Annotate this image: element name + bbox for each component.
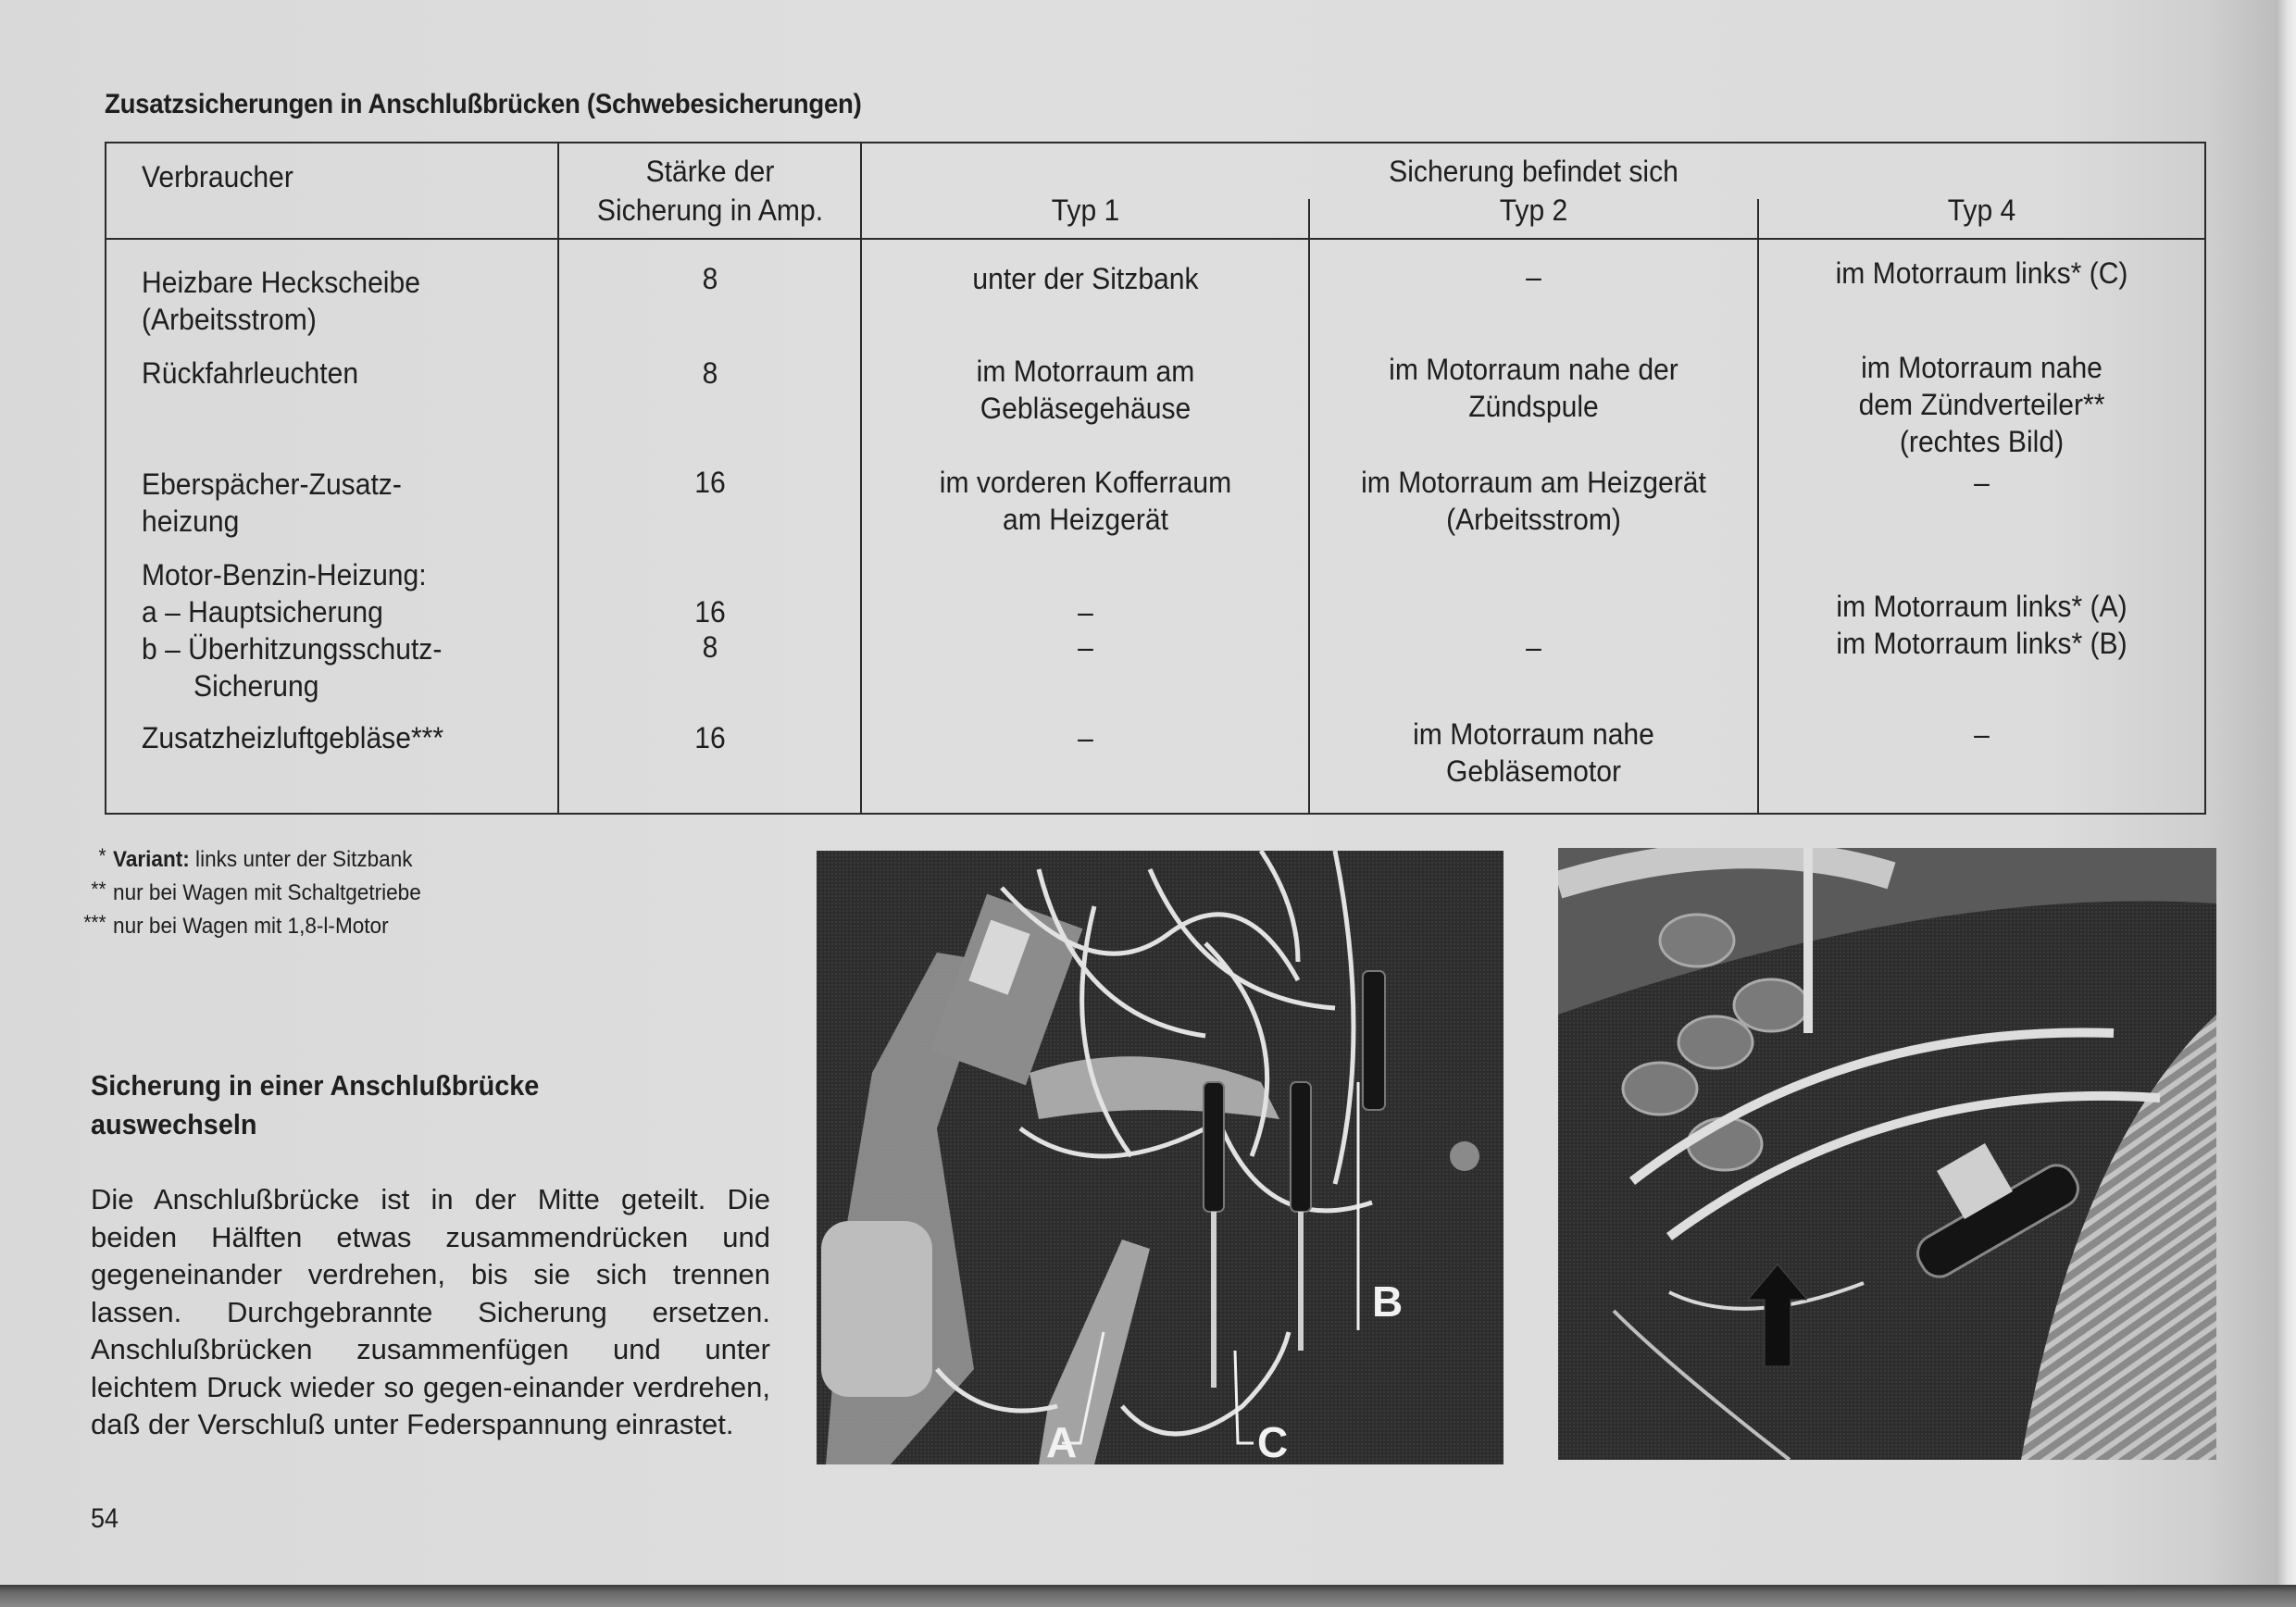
row-rueckfahr-typ2-2: Zündspule [1468, 390, 1599, 423]
header-typ2: Typ 2 [1499, 193, 1568, 227]
footnote-2-marker: ** [91, 878, 106, 901]
row-eberspaecher-amp: 16 [694, 466, 726, 499]
footnote-1-bold: Variant: [113, 847, 190, 872]
distributor-photo [1558, 848, 2216, 1460]
row-ueberhitzung-amp: 8 [702, 630, 718, 664]
footnote-2-text: nur bei Wagen mit Schaltgetriebe [113, 880, 421, 905]
row-eberspaecher-typ1-1: im vorderen Kofferraum [939, 466, 1232, 499]
arrow-up-icon [1748, 1264, 1807, 1366]
row-ueberhitzung-typ2: – [1526, 630, 1541, 664]
row-rueckfahr-typ4-3: (rechtes Bild) [1899, 425, 2065, 458]
col-divider-3 [1308, 199, 1310, 813]
row-rueckfahr-typ1-2: Gebläsegehäuse [980, 392, 1192, 425]
section-paragraph: Die Anschlußbrücke ist in der Mitte geteilt. Die beiden Hälften etwas zusammendrücken und gegeneinander verdrehen, bis sie sich trennen lassen. Durchgebrannte Sicherung ersetzen. Anschlußbrücken zusammenfügen und unter leichtem Druck wieder so gegen-einander verdrehen, daß der Verschluß unter Federspannung einrastet. [91, 1183, 770, 1440]
footnote-1-marker: * [98, 844, 106, 867]
row-rueckfahr-typ4-1: im Motorraum nahe [1861, 351, 2103, 384]
row-ueberhitzung-consumer-1: b – Überhitzungsschutz- [142, 632, 443, 666]
book-spine-shadow [2276, 0, 2296, 1585]
row-luftgeblaese-typ1: – [1078, 721, 1093, 754]
header-location-group: Sicherung befindet sich [1389, 155, 1678, 188]
section-heading-line1: Sicherung in einer Anschlußbrücke [91, 1069, 540, 1102]
photo-label-a: A [1046, 1418, 1078, 1464]
photo-fuse-locations-abc [817, 851, 1504, 1464]
row-eberspaecher-typ2-1: im Motorraum am Heizgerät [1361, 466, 1706, 499]
footnote-2 [56, 878, 421, 906]
header-typ1: Typ 1 [1051, 193, 1120, 227]
row-rueckfahr-typ1-1: im Motorraum am [976, 355, 1195, 388]
row-hauptsicherung-typ4: im Motorraum links* (A) [1836, 590, 2128, 623]
header-typ4: Typ 4 [1947, 193, 2016, 227]
footnote-1 [56, 844, 413, 873]
header-consumer: Verbraucher [142, 160, 293, 193]
row-luftgeblaese-typ4: – [1974, 717, 1990, 751]
row-eberspaecher-consumer-1: Eberspächer-Zusatz- [142, 467, 402, 501]
header-strength-line1: Stärke der [645, 155, 775, 188]
row-motorbenzin-consumer: Motor-Benzin-Heizung: [142, 558, 427, 592]
scan-bottom-edge [0, 1585, 2296, 1607]
row-luftgeblaese-consumer: Zusatzheizluftgebläse*** [142, 721, 444, 754]
row-hauptsicherung-consumer: a – Hauptsicherung [142, 595, 383, 629]
footnote-3-marker: *** [83, 911, 106, 934]
row-eberspaecher-typ4: – [1974, 466, 1990, 499]
header-divider [106, 238, 2204, 240]
row-rueckfahr-typ2-1: im Motorraum nahe der [1389, 353, 1678, 386]
col-divider-2 [860, 143, 862, 813]
row-hauptsicherung-amp: 16 [694, 595, 726, 629]
row-luftgeblaese-amp: 16 [694, 721, 726, 754]
photo-fuse-near-distributor [1558, 848, 2216, 1460]
row-eberspaecher-typ2-2: (Arbeitsstrom) [1446, 503, 1621, 536]
table-title: Zusatzsicherungen in Anschlußbrücken (Schwebesicherungen) [105, 89, 862, 119]
row-heckscheibe-amp: 8 [702, 262, 718, 295]
page-number: 54 [91, 1503, 119, 1534]
col-divider-4 [1757, 199, 1759, 813]
row-rueckfahr-consumer: Rückfahrleuchten [142, 356, 359, 390]
row-eberspaecher-typ1-2: am Heizgerät [1003, 503, 1168, 536]
row-eberspaecher-consumer-2: heizung [142, 505, 240, 538]
section-heading [91, 1066, 711, 1144]
row-rueckfahr-typ4-2: dem Zündverteiler** [1858, 388, 2105, 421]
col-divider-1 [557, 143, 559, 813]
row-heckscheibe-consumer-2: (Arbeitsstrom) [142, 303, 317, 336]
footnote-1-text: links unter der Sitzbank [189, 847, 413, 872]
header-strength-line2: Sicherung in Amp. [596, 193, 824, 227]
row-heckscheibe-typ4: im Motorraum links* (C) [1835, 256, 2128, 290]
row-hauptsicherung-typ1: – [1078, 595, 1093, 629]
row-heckscheibe-consumer-1: Heizbare Heckscheibe [142, 266, 420, 299]
photo-label-c: C [1257, 1418, 1289, 1464]
photo-label-b: B [1372, 1277, 1404, 1326]
footnote-3 [56, 911, 389, 940]
fuse-table [105, 142, 2206, 815]
row-ueberhitzung-consumer-2: Sicherung [193, 669, 319, 703]
row-luftgeblaese-typ2-1: im Motorraum nahe [1413, 717, 1654, 751]
footnote-3-text: nur bei Wagen mit 1,8-l-Motor [113, 914, 389, 939]
engine-wiring-photo [817, 851, 1504, 1464]
row-ueberhitzung-typ4: im Motorraum links* (B) [1836, 627, 2128, 660]
row-luftgeblaese-typ2-2: Gebläsemotor [1446, 754, 1621, 788]
row-rueckfahr-amp: 8 [702, 356, 718, 390]
section-heading-line2: auswechseln [91, 1108, 257, 1140]
row-ueberhitzung-typ1: – [1078, 630, 1093, 664]
row-heckscheibe-typ2: – [1526, 260, 1541, 293]
row-heckscheibe-typ1: unter der Sitzbank [972, 262, 1199, 295]
